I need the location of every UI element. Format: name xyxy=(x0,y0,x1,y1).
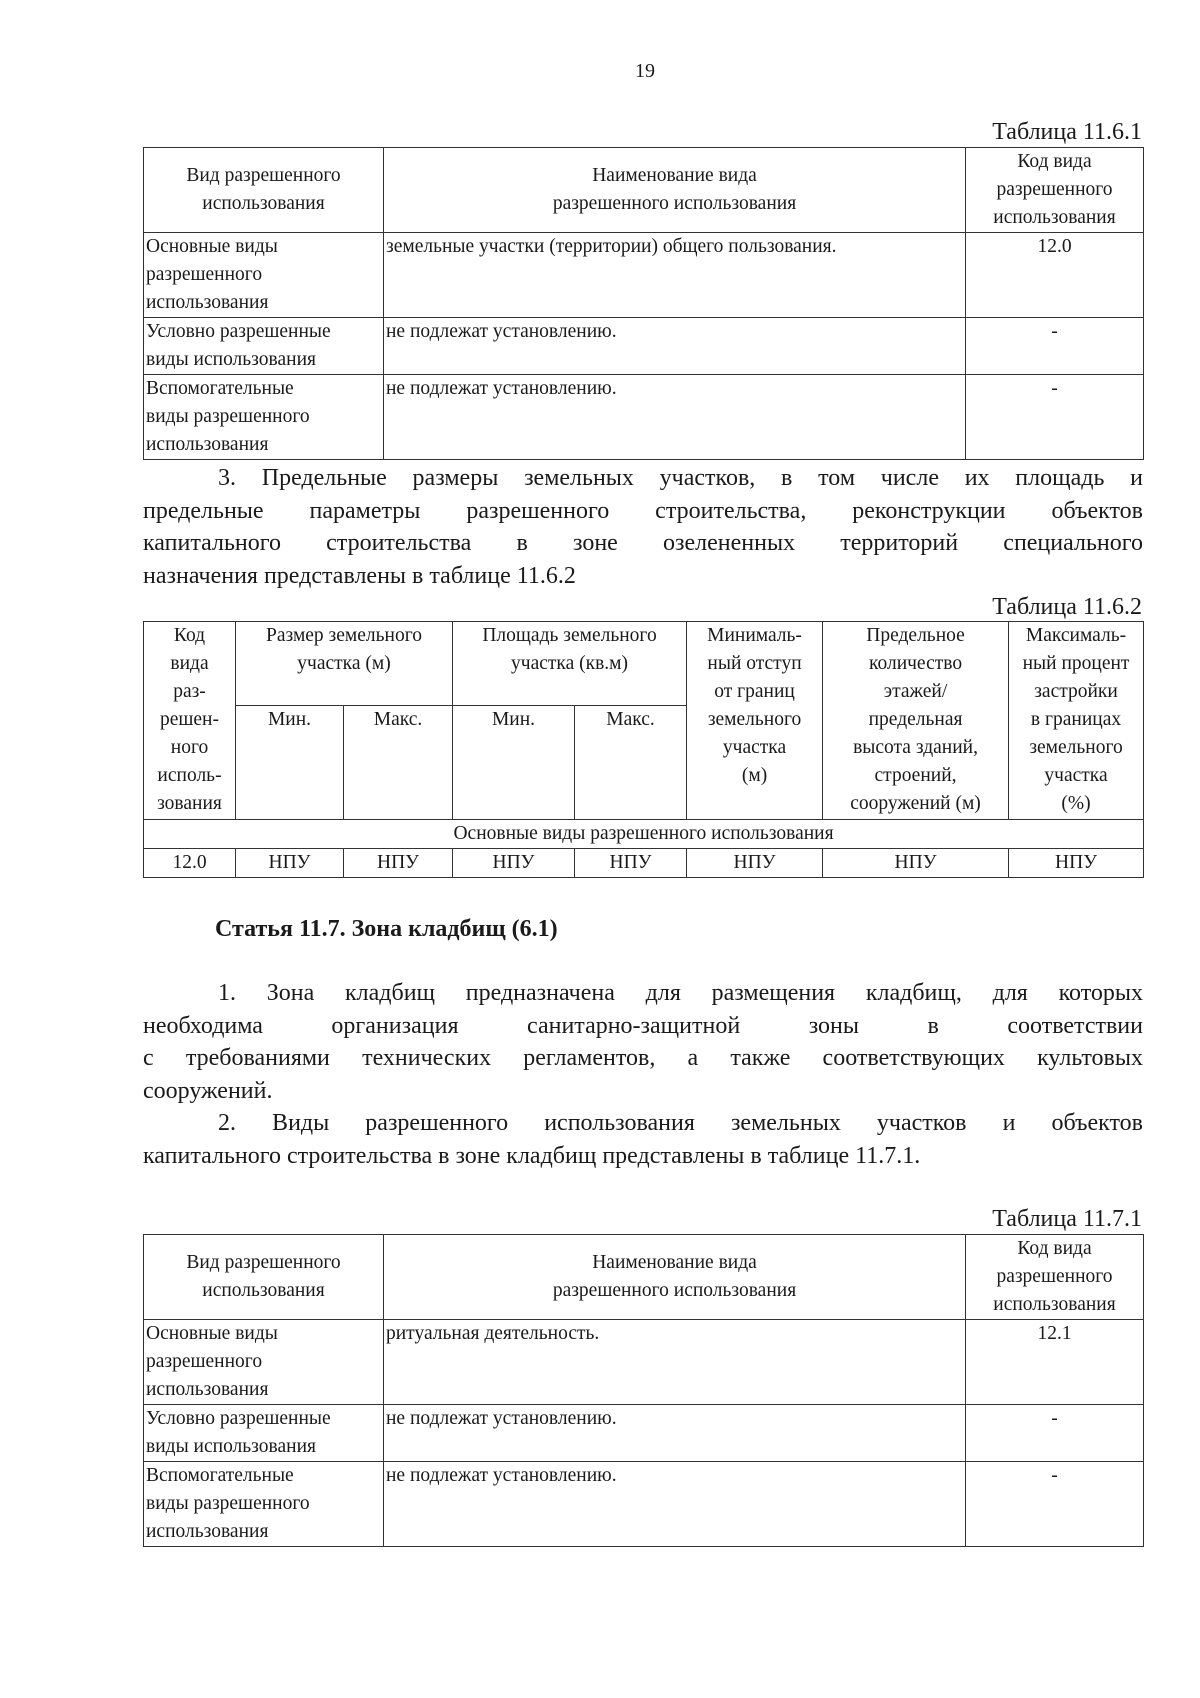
table-caption: Таблица 11.6.1 xyxy=(992,119,1142,145)
name-cell: не подлежат установлению. xyxy=(384,318,966,375)
type-cell: Основные виды разрешенного использования xyxy=(144,233,384,318)
type-cell: Условно разрешенные виды использования xyxy=(144,318,384,375)
table-header-row xyxy=(144,1235,1144,1320)
section-row xyxy=(144,820,1144,849)
table-row xyxy=(144,375,1144,460)
header-cell-min-setback: Минималь- ный отступ от границ земельного участка (м) xyxy=(687,622,823,820)
code-cell: 12.0 xyxy=(966,233,1144,318)
type-cell: Условно разрешенные виды использования xyxy=(144,1405,384,1462)
code-cell: - xyxy=(966,318,1144,375)
code-cell: - xyxy=(966,1462,1144,1547)
header-cell-max-floors: Предельное количество этажей/ предельная высота зданий, строений, сооружений (м) xyxy=(823,622,1009,820)
header-cell-plot-size: Размер земельного участка (м) xyxy=(236,622,453,706)
header-cell-code: Код вида раз- решен- ного исполь- зования xyxy=(144,622,236,820)
subheader-max: Макс. xyxy=(344,706,453,820)
header-cell: Наименование вида разрешенного использования xyxy=(384,148,966,233)
table-header-row xyxy=(144,148,1144,233)
page-number: 19 xyxy=(635,60,655,82)
header-cell: Вид разрешенного использования xyxy=(144,148,384,233)
cell: НПУ xyxy=(687,849,823,878)
table-row xyxy=(144,1405,1144,1462)
header-cell: Код вида разрешенного использования xyxy=(966,148,1144,233)
header-cell-max-coverage: Максималь- ный процент застройки в границах земельного участка (%) xyxy=(1009,622,1144,820)
code-cell: 12.1 xyxy=(966,1320,1144,1405)
table-caption: Таблица 11.6.2 xyxy=(992,594,1142,620)
name-cell: не подлежат установлению. xyxy=(384,1405,966,1462)
type-cell: Вспомогательные виды разрешенного использования xyxy=(144,1462,384,1547)
paragraph-2: 2. Виды разрешенного использования земельных участков и объектов капитального строительства в зоне кладбищ представлены в таблице 11.7.1. xyxy=(143,1110,1143,1169)
name-cell: не подлежат установлению. xyxy=(384,1462,966,1547)
paragraph-3: 3. Предельные размеры земельных участков, в том числе их площадь и предельные параметры разрешенного строительства, реконструкции объектов капитального строительства в зоне озелененных территорий специального назначения представлены в таблице 11.6.2 xyxy=(143,465,1143,589)
table-11-6-2 xyxy=(143,621,1144,878)
section-label: Основные виды разрешенного использования xyxy=(144,820,1144,849)
header-cell: Вид разрешенного использования xyxy=(144,1235,384,1320)
table-header-row xyxy=(144,622,1144,706)
table-row xyxy=(144,318,1144,375)
name-cell: земельные участки (территории) общего пользования. xyxy=(384,233,966,318)
table-row xyxy=(144,849,1144,878)
table-11-6-1 xyxy=(143,147,1144,460)
table-row xyxy=(144,1320,1144,1405)
paragraph-1: 1. Зона кладбищ предназначена для размещения кладбищ, для которых необходима организация санитарно-защитной зоны в соответствии с требованиями технических регламентов, а также соответствующих культовых сооружений. xyxy=(143,980,1143,1104)
cell: НПУ xyxy=(344,849,453,878)
name-cell: ритуальная деятельность. xyxy=(384,1320,966,1405)
subheader-max: Макс. xyxy=(575,706,687,820)
code-cell: - xyxy=(966,1405,1144,1462)
name-cell: не подлежат установлению. xyxy=(384,375,966,460)
table-caption: Таблица 11.7.1 xyxy=(992,1206,1142,1232)
table-row xyxy=(144,233,1144,318)
cell: НПУ xyxy=(823,849,1009,878)
table-11-7-1 xyxy=(143,1234,1144,1547)
header-cell: Наименование вида разрешенного использования xyxy=(384,1235,966,1320)
type-cell: Основные виды разрешенного использования xyxy=(144,1320,384,1405)
code-cell: - xyxy=(966,375,1144,460)
cell: 12.0 xyxy=(144,849,236,878)
type-cell: Вспомогательные виды разрешенного использования xyxy=(144,375,384,460)
header-cell-plot-area: Площадь земельного участка (кв.м) xyxy=(453,622,687,706)
cell: НПУ xyxy=(1009,849,1144,878)
header-cell: Код вида разрешенного использования xyxy=(966,1235,1144,1320)
subheader-min: Мин. xyxy=(236,706,344,820)
article-heading: Статья 11.7. Зона кладбищ (6.1) xyxy=(215,916,558,942)
subheader-min: Мин. xyxy=(453,706,575,820)
cell: НПУ xyxy=(236,849,344,878)
table-row xyxy=(144,1462,1144,1547)
cell: НПУ xyxy=(575,849,687,878)
cell: НПУ xyxy=(453,849,575,878)
